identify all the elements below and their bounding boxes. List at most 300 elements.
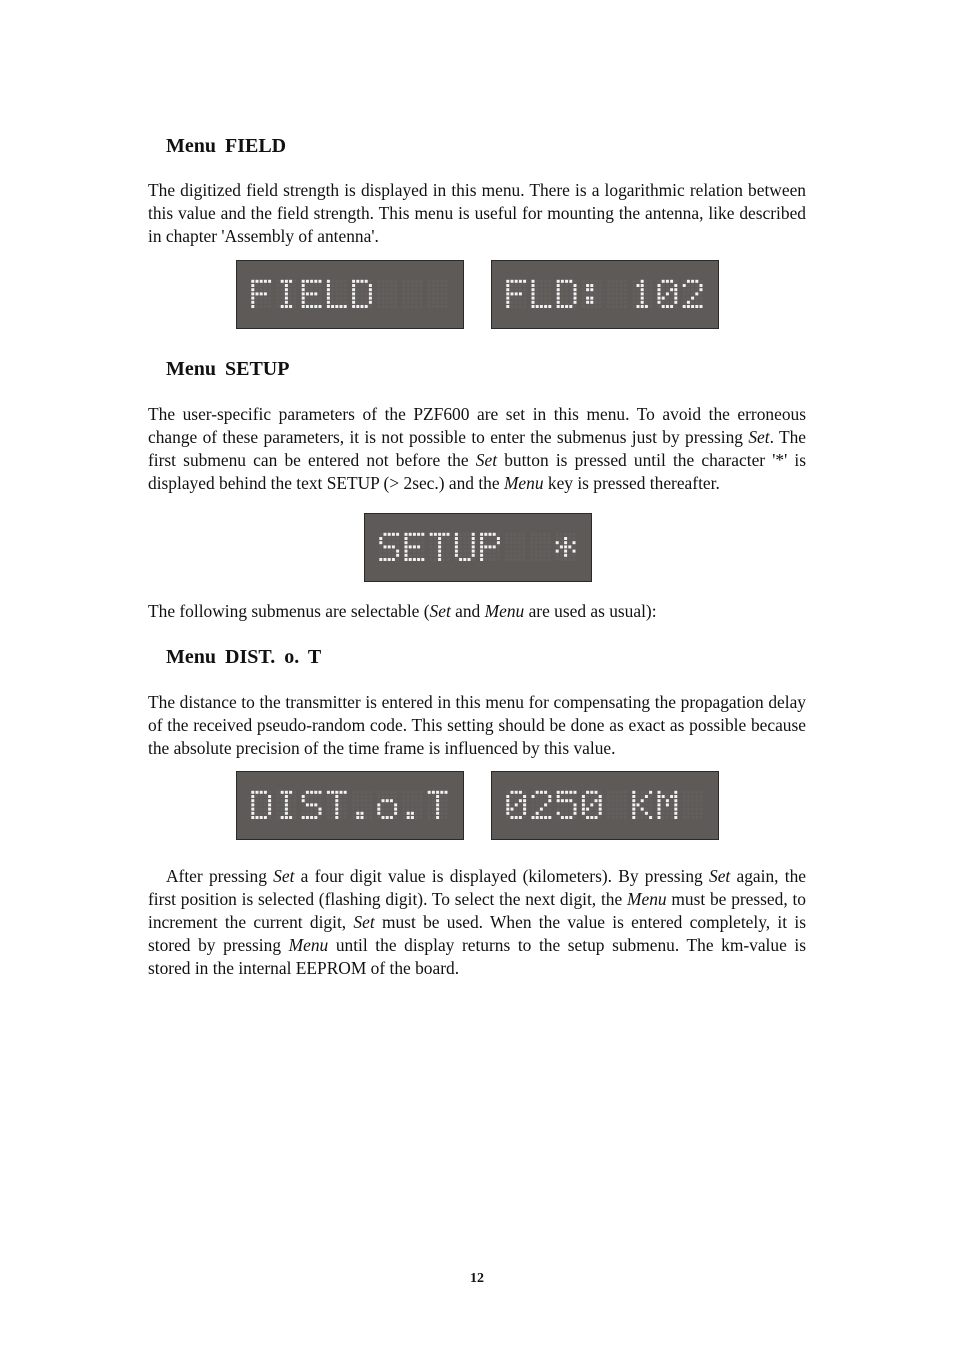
lcd-dot-on	[472, 550, 475, 553]
lcd-dot-off	[411, 284, 414, 287]
lcd-dot-on	[649, 791, 652, 794]
lcd-dot-off	[293, 301, 296, 304]
lcd-dot-off	[493, 558, 496, 561]
lcd-dot-on	[511, 808, 514, 811]
lcd-dot-off	[649, 803, 652, 806]
lcd-dot-on	[417, 558, 420, 561]
lcd-dot-off	[569, 297, 572, 300]
lcd-dot-off	[403, 284, 406, 287]
lcd-dot-off	[256, 799, 259, 802]
lcd-dot-on	[285, 288, 288, 291]
lcd-dot-off	[539, 541, 542, 544]
lcd-dot-off	[518, 537, 521, 540]
lcd-dot-off	[293, 305, 296, 308]
lcd-dot-off	[419, 292, 422, 295]
lcd-dot-off	[497, 550, 500, 553]
lcd-dot-off	[419, 297, 422, 300]
lcd-dot-off	[382, 292, 385, 295]
lcd-dot-on	[632, 808, 635, 811]
lcd-dot-on	[670, 288, 673, 291]
lcd-dot-off	[302, 808, 305, 811]
lcd-dot-off	[599, 284, 602, 287]
lcd-dot-off	[569, 284, 572, 287]
lcd-dot-off	[434, 537, 437, 540]
lcd-dot-on	[569, 305, 572, 308]
lcd-dot-on	[599, 812, 602, 815]
lcd-dot-off	[670, 799, 673, 802]
lcd-dot-on	[455, 537, 458, 540]
lcd-dot-off	[493, 537, 496, 540]
lcd-dot-on	[306, 816, 309, 819]
lcd-dot-off	[515, 799, 518, 802]
lcd-dot-off	[548, 288, 551, 291]
lcd-dot-on	[361, 305, 364, 308]
lcd-dot-off	[394, 292, 397, 295]
lcd-dot-on	[327, 791, 330, 794]
lcd-dot-off	[624, 297, 627, 300]
lcd-dot-off	[365, 799, 368, 802]
lcd-dot-off	[468, 545, 471, 548]
lcd-dot-off	[540, 803, 543, 806]
lcd-dot-on	[361, 812, 364, 815]
lcd-dot-off	[382, 803, 385, 806]
lcd-dot-on	[599, 808, 602, 811]
lcd-dot-off	[543, 554, 546, 557]
lcd-dot-off	[356, 297, 359, 300]
lcd-dot-off	[599, 305, 602, 308]
lcd-dot-off	[662, 288, 665, 291]
lcd-dot-off	[352, 812, 355, 815]
lcd-dot-off	[335, 292, 338, 295]
lcd-dot-off	[700, 812, 703, 815]
lcd-dot-on	[683, 284, 686, 287]
lcd-dot-off	[565, 297, 568, 300]
lcd-dot-off	[314, 301, 317, 304]
lcd-dot-off	[632, 288, 635, 291]
lcd-dot-off	[407, 803, 410, 806]
lcd-dot-off	[386, 795, 389, 798]
lcd-dot-off	[419, 284, 422, 287]
lcd-dot-off	[310, 812, 313, 815]
lcd-dot-on	[264, 816, 267, 819]
lcd-dot-off	[505, 533, 508, 536]
lcd-dot-off	[407, 284, 410, 287]
lcd-dot-off	[415, 292, 418, 295]
lcd-dot-on	[564, 541, 567, 544]
lcd-dot-off	[611, 297, 614, 300]
lcd-dot-off	[582, 288, 585, 291]
lcd-dot-off	[611, 803, 614, 806]
lcd-dot-on	[523, 799, 526, 802]
lcd-dot-off	[352, 803, 355, 806]
lcd-dot-off	[586, 292, 589, 295]
lcd-dot-on	[314, 305, 317, 308]
lcd-dot-off	[493, 550, 496, 553]
lcd-dot-off	[394, 301, 397, 304]
lcd-dot-off	[540, 795, 543, 798]
lcd-dot-off	[595, 288, 598, 291]
lcd-dot-on	[599, 795, 602, 798]
lcd-dot-off	[691, 816, 694, 819]
lcd-dot-off	[314, 284, 317, 287]
lcd-dot-on	[480, 541, 483, 544]
lcd-dot-on	[695, 280, 698, 283]
lcd-dot-off	[624, 301, 627, 304]
lcd-dot-on	[442, 533, 445, 536]
lcd-dot-on	[344, 305, 347, 308]
lcd-dot-on	[455, 550, 458, 553]
lcd-dot-off	[403, 808, 406, 811]
lcd-dot-off	[411, 301, 414, 304]
lcd-dot-on	[411, 812, 414, 815]
lcd-dot-off	[535, 533, 538, 536]
lcd-dot-off	[432, 808, 435, 811]
lcd-dot-off	[268, 791, 271, 794]
lcd-dot-off	[428, 305, 431, 308]
lcd-dot-off	[428, 795, 431, 798]
lcd-dot-off	[540, 292, 543, 295]
lcd-dot-off	[459, 545, 462, 548]
lcd-dot-off	[377, 280, 380, 283]
lcd-dot-off	[445, 301, 448, 304]
lcd-dot-off	[522, 545, 525, 548]
lcd-dot-off	[670, 808, 673, 811]
lcd-dot-off	[649, 301, 652, 304]
lcd-dot-off	[384, 550, 387, 553]
lcd-dot-off	[403, 816, 406, 819]
lcd-dot-off	[599, 301, 602, 304]
lcd-dot-off	[616, 808, 619, 811]
lcd-dot-off	[637, 301, 640, 304]
lcd-dot-off	[607, 280, 610, 283]
lcd-dot-on	[335, 803, 338, 806]
lcd-dot-off	[403, 812, 406, 815]
lcd-dot-on	[352, 288, 355, 291]
lcd-dot-off	[419, 301, 422, 304]
lcd-dot-on	[314, 292, 317, 295]
lcd-dot-off	[382, 284, 385, 287]
lcd-dot-on	[472, 545, 475, 548]
lcd-dot-off	[683, 292, 686, 295]
lcd-dot-on	[511, 280, 514, 283]
lcd-display-km-value-text	[492, 772, 718, 839]
lcd-dot-off	[687, 292, 690, 295]
lcd-dot-off	[620, 297, 623, 300]
lcd-dot-on	[544, 791, 547, 794]
lcd-dot-off	[335, 301, 338, 304]
lcd-dot-off	[436, 292, 439, 295]
lcd-dot-off	[531, 533, 534, 536]
lcd-dot-off	[540, 799, 543, 802]
lcd-dot-on	[641, 292, 644, 295]
lcd-dot-off	[419, 799, 422, 802]
lcd-dot-off	[691, 812, 694, 815]
lcd-dot-off	[539, 554, 542, 557]
lcd-dot-off	[561, 795, 564, 798]
lcd-dot-off	[289, 301, 292, 304]
lcd-dot-on	[335, 305, 338, 308]
lcd-dot-off	[369, 799, 372, 802]
lcd-dot-off	[340, 803, 343, 806]
lcd-dot-off	[447, 554, 450, 557]
lcd-dot-on	[285, 305, 288, 308]
lcd-dot-off	[459, 550, 462, 553]
lcd-dot-off	[505, 537, 508, 540]
lcd-dot-on	[480, 558, 483, 561]
lcd-dot-off	[319, 795, 322, 798]
lcd-dot-off	[256, 803, 259, 806]
lcd-dot-off	[547, 550, 550, 553]
lcd-dot-on	[260, 280, 263, 283]
lcd-dot-off	[409, 550, 412, 553]
lcd-dot-off	[515, 795, 518, 798]
lcd-dot-on	[670, 795, 673, 798]
lcd-dot-off	[419, 305, 422, 308]
lcd-dot-off	[683, 288, 686, 291]
lcd-dot-off	[544, 301, 547, 304]
lcd-dot-on	[405, 533, 408, 536]
lcd-dot-off	[548, 284, 551, 287]
lcd-dot-off	[344, 808, 347, 811]
lcd-dot-on	[285, 280, 288, 283]
lcd-dot-off	[415, 812, 418, 815]
lcd-dot-on	[670, 305, 673, 308]
lcd-dot-on	[352, 292, 355, 295]
lcd-dot-on	[574, 791, 577, 794]
lcd-dot-off	[519, 301, 522, 304]
lcd-dot-on	[480, 537, 483, 540]
lcd-dot-off	[666, 791, 669, 794]
lcd-dot-on	[251, 791, 254, 794]
lcd-dot-off	[539, 550, 542, 553]
lcd-dot-off	[430, 537, 433, 540]
lcd-dot-off	[700, 280, 703, 283]
lcd-dot-on	[557, 288, 560, 291]
lcd-dot-on	[327, 301, 330, 304]
lcd-dot-on	[392, 533, 395, 536]
lcd-dot-off	[442, 554, 445, 557]
lcd-dot-off	[544, 799, 547, 802]
lcd-dot-off	[415, 816, 418, 819]
lcd-dot-off	[382, 280, 385, 283]
lcd-dot-off	[340, 812, 343, 815]
lcd-dot-off	[434, 541, 437, 544]
lcd-dot-off	[319, 301, 322, 304]
lcd-dot-on	[382, 816, 385, 819]
lcd-dot-on	[428, 791, 431, 794]
lcd-dot-off	[637, 812, 640, 815]
lcd-dot-on	[405, 558, 408, 561]
lcd-dot-off	[519, 808, 522, 811]
lcd-dot-on	[674, 292, 677, 295]
lcd-dot-off	[637, 795, 640, 798]
lcd-dot-off	[687, 803, 690, 806]
lcd-dot-off	[616, 301, 619, 304]
lcd-dot-off	[377, 297, 380, 300]
lcd-dot-off	[319, 803, 322, 806]
heading-menu-dist: Menu DIST. o. T	[166, 646, 322, 668]
lcd-dot-on	[569, 799, 572, 802]
lcd-dot-on	[396, 550, 399, 553]
lcd-dot-on	[595, 816, 598, 819]
lcd-dot-off	[361, 808, 364, 811]
lcd-dot-off	[268, 284, 271, 287]
lcd-dot-on	[302, 288, 305, 291]
lcd-dot-off	[306, 799, 309, 802]
lcd-dot-off	[415, 808, 418, 811]
lcd-dot-off	[511, 288, 514, 291]
lcd-dot-off	[543, 558, 546, 561]
lcd-dot-on	[666, 803, 669, 806]
lcd-dot-off	[361, 292, 364, 295]
lcd-dot-on	[506, 799, 509, 802]
lcd-dot-off	[386, 812, 389, 815]
lcd-dot-off	[382, 297, 385, 300]
lcd-dot-off	[281, 297, 284, 300]
lcd-dot-on	[302, 301, 305, 304]
lcd-dot-off	[407, 799, 410, 802]
lcd-dot-off	[256, 284, 259, 287]
lcd-dot-off	[569, 795, 572, 798]
lcd-dot-off	[455, 558, 458, 561]
lcd-dot-off	[277, 288, 280, 291]
lcd-dot-off	[568, 554, 571, 557]
lcd-dot-off	[691, 808, 694, 811]
lcd-dot-on	[595, 791, 598, 794]
lcd-dot-off	[611, 816, 614, 819]
lcd-dot-on	[557, 791, 560, 794]
lcd-dot-off	[277, 280, 280, 283]
lcd-dot-off	[419, 816, 422, 819]
lcd-dot-off	[695, 803, 698, 806]
lcd-dot-on	[523, 808, 526, 811]
lcd-dot-on	[687, 280, 690, 283]
lcd-dot-off	[289, 803, 292, 806]
lcd-dot-on	[658, 301, 661, 304]
lcd-dot-on	[335, 808, 338, 811]
lcd-dot-on	[540, 808, 543, 811]
lcd-dot-on	[377, 803, 380, 806]
lcd-dot-off	[407, 305, 410, 308]
lcd-dot-on	[595, 799, 598, 802]
lcd-dot-off	[532, 808, 535, 811]
lcd-dot-off	[302, 791, 305, 794]
lcd-dot-off	[331, 297, 334, 300]
lcd-dot-on	[394, 808, 397, 811]
lcd-dot-off	[428, 808, 431, 811]
lcd-dot-off	[390, 812, 393, 815]
lcd-dot-on	[568, 545, 571, 548]
lcd-dot-off	[428, 301, 431, 304]
lcd-dot-on	[314, 280, 317, 283]
lcd-dot-off	[264, 297, 267, 300]
lcd-dot-off	[413, 554, 416, 557]
lcd-display-dist-text	[237, 772, 463, 839]
lcd-dot-off	[574, 305, 577, 308]
lcd-dot-off	[632, 301, 635, 304]
lcd-dot-off	[687, 799, 690, 802]
lcd-dot-on	[641, 297, 644, 300]
lcd-dot-off	[440, 808, 443, 811]
lcd-dot-off	[415, 301, 418, 304]
lcd-dot-off	[352, 808, 355, 811]
lcd-dot-off	[548, 297, 551, 300]
lcd-dot-off	[497, 533, 500, 536]
lcd-dot-on	[388, 533, 391, 536]
lcd-dot-off	[293, 288, 296, 291]
lcd-dot-off	[340, 280, 343, 283]
lcd-dot-on	[561, 791, 564, 794]
lcd-dot-off	[590, 795, 593, 798]
lcd-dot-off	[645, 301, 648, 304]
lcd-dot-off	[306, 297, 309, 300]
lcd-dot-off	[590, 812, 593, 815]
lcd-dot-on	[515, 816, 518, 819]
lcd-dot-off	[268, 816, 271, 819]
lcd-dot-off	[590, 292, 593, 295]
lcd-dot-off	[310, 301, 313, 304]
lcd-dot-on	[281, 305, 284, 308]
lcd-dot-off	[260, 808, 263, 811]
lcd-dot-on	[523, 795, 526, 798]
lcd-dot-on	[506, 297, 509, 300]
lcd-dot-off	[344, 803, 347, 806]
lcd-dot-off	[468, 554, 471, 557]
lcd-dot-on	[281, 280, 284, 283]
lcd-dot-on	[356, 280, 359, 283]
lcd-dot-on	[438, 537, 441, 540]
lcd-dot-on	[421, 558, 424, 561]
lcd-dot-off	[430, 541, 433, 544]
lcd-dot-on	[695, 305, 698, 308]
lcd-dot-on	[632, 812, 635, 815]
lcd-dot-off	[369, 280, 372, 283]
lcd-dot-off	[394, 791, 397, 794]
lcd-dot-off	[447, 541, 450, 544]
lcd-dot-on	[472, 541, 475, 544]
lcd-dot-off	[645, 288, 648, 291]
lcd-dot-off	[403, 791, 406, 794]
lcd-dot-off	[536, 288, 539, 291]
lcd-dot-off	[356, 803, 359, 806]
lcd-dot-off	[445, 280, 448, 283]
lcd-dot-on	[497, 541, 500, 544]
lcd-dot-off	[607, 791, 610, 794]
lcd-dot-on	[388, 558, 391, 561]
lcd-dot-off	[649, 812, 652, 815]
lcd-dot-on	[662, 305, 665, 308]
lcd-dot-on	[674, 808, 677, 811]
lcd-dot-off	[543, 541, 546, 544]
lcd-dot-off	[415, 297, 418, 300]
lcd-dot-on	[327, 288, 330, 291]
lcd-dot-off	[413, 537, 416, 540]
lcd-dot-off	[560, 558, 563, 561]
lcd-dot-off	[281, 808, 284, 811]
lcd-dot-off	[514, 537, 517, 540]
lcd-dot-on	[641, 280, 644, 283]
lcd-dot-on	[455, 533, 458, 536]
lcd-dot-off	[310, 808, 313, 811]
lcd-dot-off	[293, 808, 296, 811]
lcd-dot-on	[251, 812, 254, 815]
lcd-dot-off	[388, 541, 391, 544]
lcd-dot-off	[268, 305, 271, 308]
lcd-dot-off	[573, 558, 576, 561]
lcd-dot-on	[285, 301, 288, 304]
lcd-dot-off	[683, 297, 686, 300]
lcd-dot-off	[277, 305, 280, 308]
